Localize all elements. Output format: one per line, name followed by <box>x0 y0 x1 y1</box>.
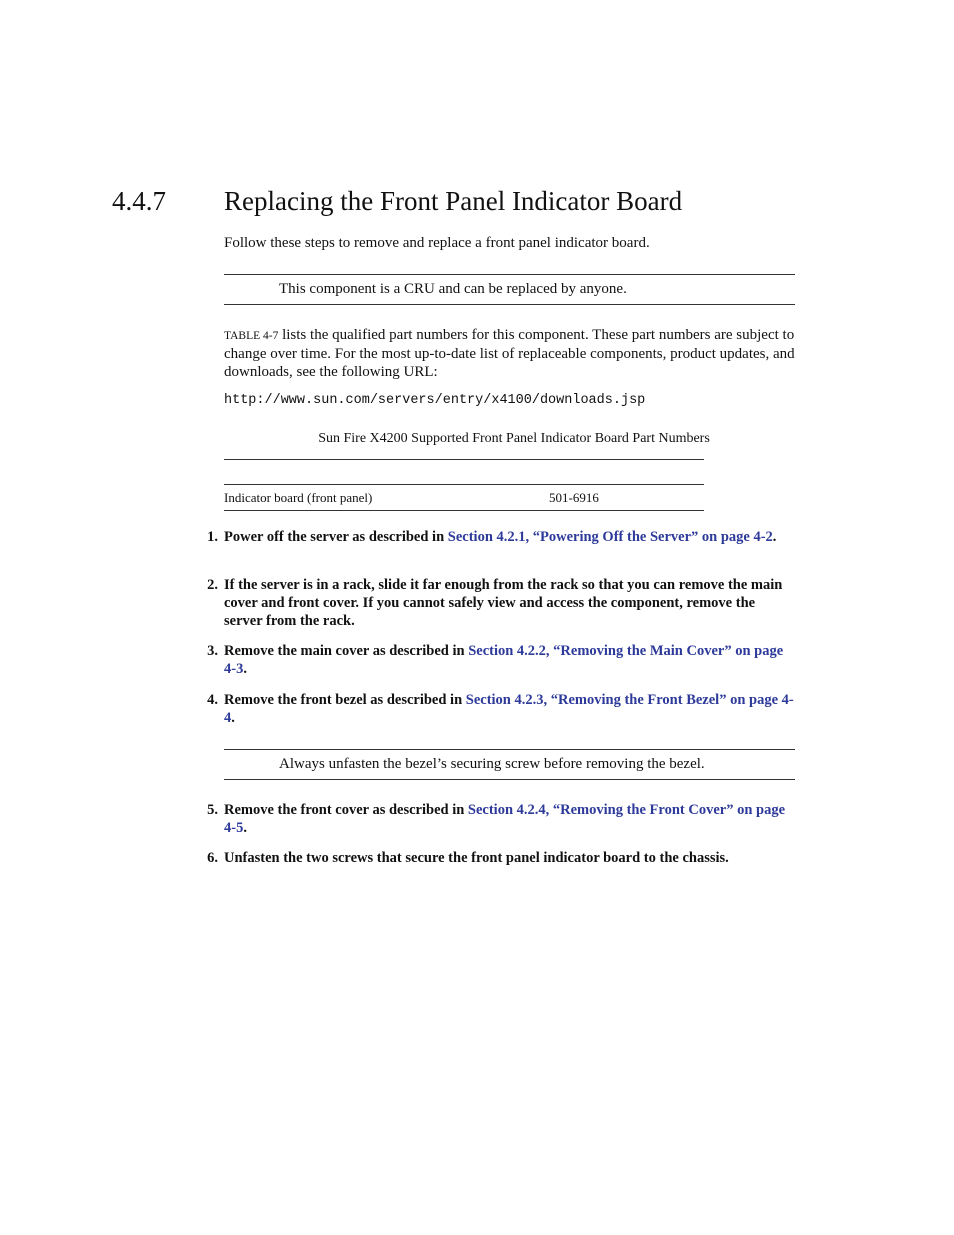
step-end: . <box>243 661 247 677</box>
step-end: . <box>772 529 777 545</box>
section-link[interactable]: Section 4.2.4, “Removing the Front Cover” on page 4-5 <box>224 802 786 836</box>
download-url: http://www.sun.com/servers/entry/x4100/downloads.jsp <box>224 393 646 408</box>
table-header-rule <box>224 484 704 485</box>
step-number: 4. <box>207 692 218 708</box>
step-end: . <box>243 820 247 836</box>
intro-text: Follow these steps to remove and replace a front panel indicator board. <box>224 235 650 251</box>
paragraph <box>224 326 795 381</box>
step-text: Power off the server as described in <box>224 529 448 545</box>
step-text: Remove the front cover as described in <box>224 802 468 818</box>
section-link[interactable]: Section 4.2.2, “Removing the Main Cover” on page 4-3 <box>224 643 784 677</box>
note-text: This component is a CRU and can be replaced by anyone. <box>279 281 627 297</box>
step-number: 5. <box>207 802 218 818</box>
step-end: . <box>231 710 235 726</box>
step-number: 6. <box>207 850 218 866</box>
table-cell-component: Indicator board (front panel) <box>224 490 373 505</box>
step-text: Remove the main cover as described in <box>224 643 469 659</box>
paragraph-text: lists the qualified part numbers for this component. These part numbers are subject to change over time. For the most up-to-date list of replaceable components, product updates, and downloads, see the following URL: <box>224 327 795 380</box>
section-title: Replacing the Front Panel Indicator Board <box>224 186 683 216</box>
step-text: Remove the front bezel as described in <box>224 692 466 708</box>
step-text: If the server is in a rack, slide it far enough from the rack so that you can remove the main cover and front cover. If you cannot safely view and access the component, remove the server from the rack. <box>224 577 783 629</box>
table-caption: Sun Fire X4200 Supported Front Panel Indicator Board Part Numbers <box>318 431 710 446</box>
table-reference: TABLE 4-7 <box>224 330 279 342</box>
step-number: 2. <box>207 577 218 593</box>
step-number: 1. <box>207 529 218 545</box>
section-number: 4.4.7 <box>112 186 166 216</box>
note-text: Always unfasten the bezel’s securing screw before removing the bezel. <box>279 756 705 772</box>
step-text: Unfasten the two screws that secure the front panel indicator board to the chassis. <box>224 850 729 866</box>
table-cell-part-number: 501-6916 <box>549 490 599 505</box>
table-bottom-rule <box>224 510 704 511</box>
section-link[interactable]: Section 4.2.3, “Removing the Front Bezel” on page 4-4 <box>224 692 794 726</box>
section-link[interactable]: Section 4.2.1, “Powering Off the Server” on page 4-2 <box>447 529 773 545</box>
step-number: 3. <box>207 643 218 659</box>
table-top-rule <box>224 459 704 460</box>
